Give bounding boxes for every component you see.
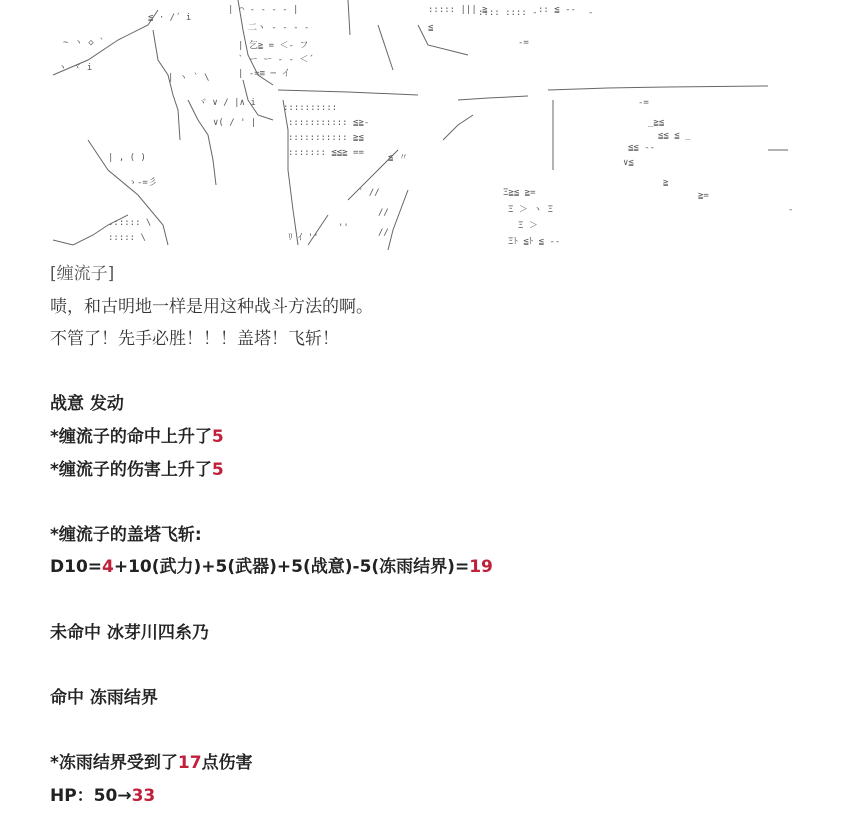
post-content bbox=[50, 258, 840, 812]
spacer bbox=[50, 584, 840, 617]
dialogue-line-1: 啧，和古明地一样是用这种战斗方法的啊。 bbox=[50, 296, 373, 317]
svg-text:≦ · /´ i: ≦ · /´ i bbox=[148, 13, 192, 23]
svg-text:ゝ-=彡: ゝ-=彡 bbox=[128, 178, 157, 188]
damage-value: 17 bbox=[177, 752, 202, 773]
svg-text:-=: -= bbox=[638, 98, 649, 108]
svg-text:.::::: \: .::::: \ bbox=[108, 218, 152, 228]
buff-damage-text: *缠流子的伤害上升了 bbox=[50, 459, 212, 480]
roll-modifiers: +10(武力)+5(武器)+5(战意)-5(冻雨结界)= bbox=[113, 557, 470, 578]
svg-text:≦: ≦ bbox=[428, 23, 434, 33]
ascii-art-illustration bbox=[48, 0, 808, 252]
svg-text:≦ 〃: ≦ 〃 bbox=[388, 153, 408, 163]
svg-text:-: - bbox=[788, 205, 794, 215]
svg-text:Ξ ＞: Ξ ＞ bbox=[518, 221, 538, 231]
svg-text:ﾘ ｲ '': ﾘ ｲ '' bbox=[288, 233, 319, 243]
buff-hit-line bbox=[50, 421, 840, 454]
svg-text:∨( / ' |: ∨( / ' | bbox=[213, 118, 257, 128]
buff-damage-line bbox=[50, 454, 840, 487]
svg-text:≧: ≧ bbox=[663, 178, 669, 188]
roll-prefix: D10= bbox=[50, 557, 103, 578]
damage-suffix: 点伤害 bbox=[201, 752, 253, 773]
spacer bbox=[50, 356, 840, 389]
hp-line bbox=[50, 780, 840, 813]
svg-text:-: - bbox=[588, 8, 594, 18]
svg-text:二ヽ ‐ ‐ ‐ ‐: 二ヽ ‐ ‐ ‐ ‐ bbox=[248, 23, 310, 33]
svg-text:Ξ≧≦ ≧=: Ξ≧≦ ≧= bbox=[503, 188, 536, 198]
svg-text:≦≦ ≦ _: ≦≦ ≦ _ bbox=[658, 131, 691, 141]
svg-text::::: :::: -: :::: :::: - bbox=[478, 8, 538, 18]
hit-line: 命中 冻雨结界 bbox=[50, 687, 158, 708]
svg-text:~ ヽ ◇ `: ~ ヽ ◇ ` bbox=[63, 38, 105, 48]
svg-text:::::::::::: ≦≧‐: ::::::::::: ≦≧‐ bbox=[288, 118, 370, 128]
roll-line bbox=[50, 551, 840, 584]
svg-text:::::::: ≦≦≧ ==: ::::::: ≦≦≧ == bbox=[288, 148, 364, 158]
roll-die-value: 4 bbox=[102, 557, 114, 578]
svg-text:Ξ ＞ ヽ Ξ: Ξ ＞ ヽ Ξ bbox=[508, 205, 554, 215]
buff-damage-value: 5 bbox=[211, 459, 224, 480]
svg-text:::::: \: ::::: \ bbox=[108, 233, 146, 243]
dialogue-line-2: 不管了！先手必胜！！！盖塔！飞斩！ bbox=[50, 329, 339, 350]
hp-value: 33 bbox=[131, 785, 156, 806]
spacer bbox=[50, 486, 840, 519]
svg-text::: ≦ --: :: ≦ -- bbox=[538, 5, 576, 15]
svg-text:` ー ー ‐ ‐ ＜´: ` ー ー ‐ ‐ ＜´ bbox=[238, 55, 314, 65]
svg-text:_≧≦: _≧≦ bbox=[648, 118, 665, 128]
svg-text:≧=: ≧= bbox=[698, 191, 709, 201]
skill-activate-line: 战意 发动 bbox=[50, 394, 124, 415]
svg-text:| ヽ ` \: | ヽ ` \ bbox=[168, 73, 210, 83]
buff-hit-text: *缠流子的命中上升了 bbox=[50, 426, 212, 447]
svg-text:::::::::::: ≧≦: ::::::::::: ≧≦ bbox=[288, 133, 364, 143]
attack-title: *缠流子的盖塔飞斩: bbox=[50, 524, 202, 545]
svg-text:| ⌒ ‐ ‐ ‐ ‐ |: | ⌒ ‐ ‐ ‐ ‐ | bbox=[228, 5, 299, 15]
miss-line: 未命中 冰芽川四糸乃 bbox=[50, 622, 209, 643]
damage-line bbox=[50, 747, 840, 780]
svg-text:::::::::::: :::::::::: bbox=[283, 103, 338, 113]
svg-text:'': '' bbox=[338, 223, 349, 233]
buff-hit-value: 5 bbox=[211, 426, 224, 447]
svg-text:| -=≡ ─ イ: | -=≡ ─ イ bbox=[238, 69, 291, 79]
roll-total-value: 19 bbox=[469, 557, 493, 578]
svg-text:Ξﾄ ≦ﾄ ≦ --: Ξﾄ ≦ﾄ ≦ -- bbox=[508, 237, 561, 247]
svg-text:ヽ ヾ i: ヽ ヾ i bbox=[58, 63, 93, 73]
hp-prefix: HP：50→ bbox=[50, 785, 132, 806]
svg-text:::::: ||| ≧: ::::: ||| ≧ bbox=[428, 5, 488, 15]
speaker-name: [缠流子] bbox=[50, 264, 115, 284]
svg-text:| , ( ): | , ( ) bbox=[108, 153, 146, 163]
spacer bbox=[50, 714, 840, 747]
damage-prefix: *冻雨结界受到了 bbox=[50, 752, 178, 773]
svg-text://: // bbox=[378, 228, 389, 238]
spacer bbox=[50, 649, 840, 682]
svg-text:′ //: ′ // bbox=[358, 188, 380, 198]
svg-text://: // bbox=[378, 208, 389, 218]
svg-text:ヾ ∨ / |∧ i: ヾ ∨ / |∧ i bbox=[198, 98, 256, 108]
svg-text:≦≦ --: ≦≦ -- bbox=[628, 143, 656, 153]
svg-text:| 乞≧ = ＜- フ: | 乞≧ = ＜- フ bbox=[238, 41, 309, 51]
svg-text:-=: -= bbox=[518, 38, 529, 48]
svg-text:∨≦: ∨≦ bbox=[623, 158, 634, 168]
